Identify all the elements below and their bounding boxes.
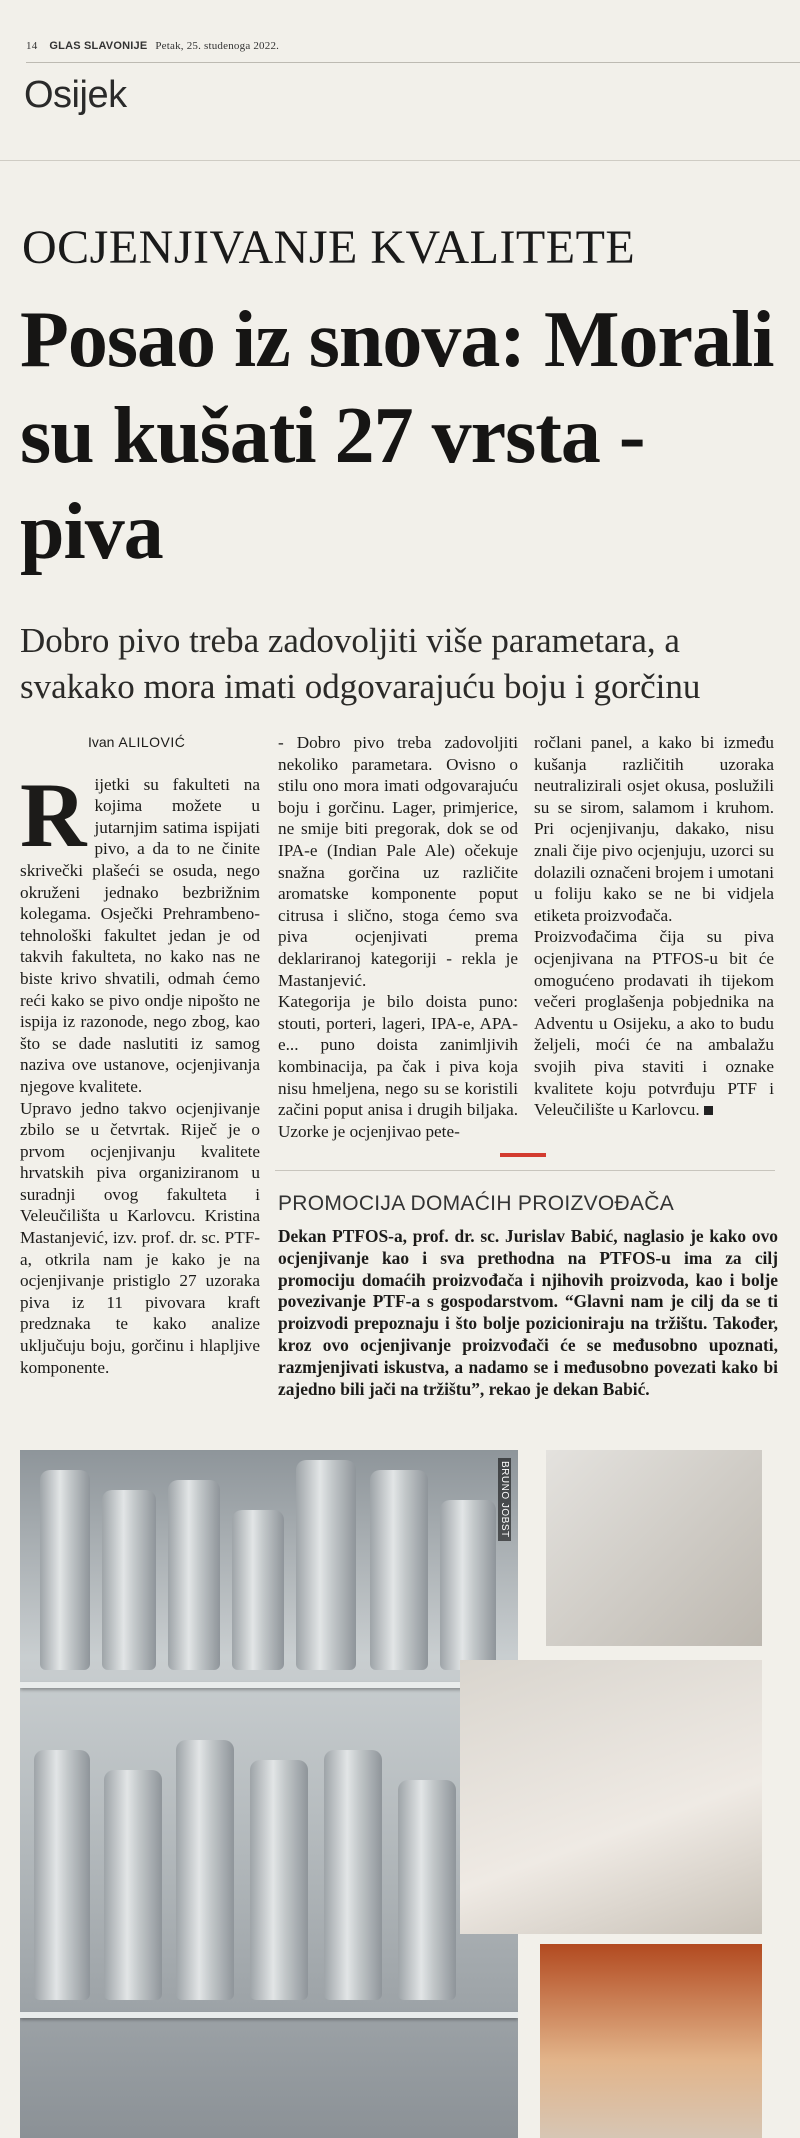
foil-bottle [440, 1500, 496, 1670]
foil-bottle [34, 1750, 90, 2000]
paragraph-4: Kategorija je bilo doista puno: stouti, porteri, lageri, IPA-e, APA-e... puno doista zanimljivih kombinacija, pa čak i piva koja nisu hmeljena, nego su se koristili začini poput anisa i drugih biljaka. Uzorke je ocjenjivao pete- [278, 992, 518, 1141]
foil-bottle [176, 1740, 234, 2000]
foil-bottle [398, 1780, 456, 2000]
photo-collage [20, 1450, 762, 2138]
article-headline: Posao iz snova: Morali su kušati 27 vrsta - piva [20, 296, 774, 576]
dropcap: R [20, 763, 87, 866]
byline-last: ALILOVIĆ [118, 734, 186, 750]
photo-credit: BRUNO JOBST [498, 1458, 511, 1541]
foil-bottle [104, 1770, 162, 2000]
sidebar-title: PROMOCIJA DOMAĆIH PROIZVOĐAČA [278, 1192, 675, 1215]
article-deck: Dobro pivo treba zadovoljiti više parametara, a svakako mora imati odgovarajuću boju i gorčinu [20, 621, 701, 706]
article-kicker: OCJENJIVANJE KVALITETE [22, 221, 636, 274]
photo-taster-woman [460, 1660, 762, 1934]
foil-bottle [370, 1470, 428, 1670]
foil-bottle [324, 1750, 382, 2000]
end-mark [704, 1106, 713, 1115]
page-number: 14 [26, 40, 38, 52]
masthead-rule [26, 62, 800, 63]
paragraph-5 [534, 926, 774, 1120]
photo-beer-glass [540, 1944, 762, 2138]
photo-foil-bottles [20, 1450, 518, 2138]
masthead [26, 40, 279, 52]
issue-date: Petak, 25. studenoga 2022. [155, 40, 280, 52]
shelf [20, 1682, 518, 1688]
accent-dash [500, 1153, 546, 1157]
byline [88, 732, 260, 754]
section-rule [0, 160, 800, 161]
photo-taster-man [546, 1450, 762, 1646]
foil-bottle [296, 1460, 356, 1670]
paragraph-2: Upravo jedno takvo ocjenjivanje zbilo se u četvrtak. Riječ je o prvom ocjenjivanju kvalitete hrvatskih piva organiziranom u suradnji ovog fakulteta i Veleučilišta u Karlovcu. Kristina Mastanjević, izv. prof. dr. sc. PTF-a, otkrila nam je kako je na ocjenjivanje pristiglo 27 uzoraka piva iz 11 pivovara kraft predznaka te kako analize uključuju boju, gorčinu i hlapljive komponente. [20, 1098, 260, 1377]
paragraph-1: ijetki su fakulteti na kojima možete u jutarnjim satima ispijati pivo, a da to ne činite skrivečki plašeći se osuda, nego okruženi jednako bezbrižnim kolegama. Osječki Prehrambeno-tehnološki fakultet jedan je od takvih fakulteta, no kako nas ne biste krivo shvatili, odmah ćemo reći kako se pivo ondje nipošto ne ispija iz razonode, nego zbog, kao što se dade naslutiti iz samog naziva ove ustanove, ocjenjivanja njegove kvalitete. [20, 774, 260, 1096]
paragraph-5-text: Proizvođačima čija su piva ocjenjivana na PTFOS-u bit će omogućeno prodavati ih tijekom večeri proglašenja pobjednika na Adventu u Osijeku, a ako to budu željeli, moći će na ambalažu svojih piva staviti i oznake kvalitete koju potvrđuju PTF i Veleučilište u Karlovcu. [534, 927, 774, 1120]
paragraph-4-continued: ročlani panel, a kako bi između kušanja različitih uzoraka neutralizirali osjet okusa, poslužili su se sirom, salamom i kruhom. Pri ocjenjivanju, dakako, nisu znali čije pivo ocjenjuju, uzorci su dolazili označeni brojem i umotani u foliju kako se ne bi vidjela etiketa proizvođača. [534, 733, 774, 925]
article-column-1 [20, 732, 260, 1378]
sidebar-text: Dekan PTFOS-a, prof. dr. sc. Jurislav Babić, naglasio je kako ovo ocjenjivanje kao i sva prethodna na PTFOS-u ima za cilj promociju domaćih proizvođača i njihovih proizvoda, kao i bolje povezivanje PTF-a s gospodarstvom. “Glavni nam je cilj da se ti proizvodi prepoznaju i što bolje pozicioniraju na tržištu. Također, kroz ovo ocjenjivanje proizvođači će se međusobno upoznati, razmjenjivati iskustva, a nadamo se i međusobno povezati kako bi zajedno bili jači na tržištu”, rekao je dekan Babić. [278, 1226, 778, 1399]
sidebar-rule [275, 1170, 775, 1171]
section-title: Osijek [24, 74, 127, 116]
article-column-2 [278, 732, 518, 1142]
foil-bottle [40, 1470, 90, 1670]
byline-first: Ivan [88, 734, 115, 750]
foil-bottle [232, 1510, 284, 1670]
shelf [20, 2012, 518, 2018]
foil-bottle [102, 1490, 156, 1670]
foil-bottle [168, 1480, 220, 1670]
article-column-3 [534, 732, 774, 1121]
paper-name: GLAS SLAVONIJE [49, 40, 148, 52]
paragraph-3: - Dobro pivo treba zadovoljiti nekoliko parametara. Ovisno o stilu ono mora imati odgovarajuću boju i gorčinu. Lager, primjerice, ne smije biti pregorak, dok se od IPA-e (Indian Pale Ale) očekuje snažna gorčina uz različite aromatske komponente poput citrusa i slično, stoga ćemo sva piva ocjenjivati prema deklariranoj kategoriji - rekla je Mastanjević. [278, 733, 518, 990]
foil-bottle [250, 1760, 308, 2000]
